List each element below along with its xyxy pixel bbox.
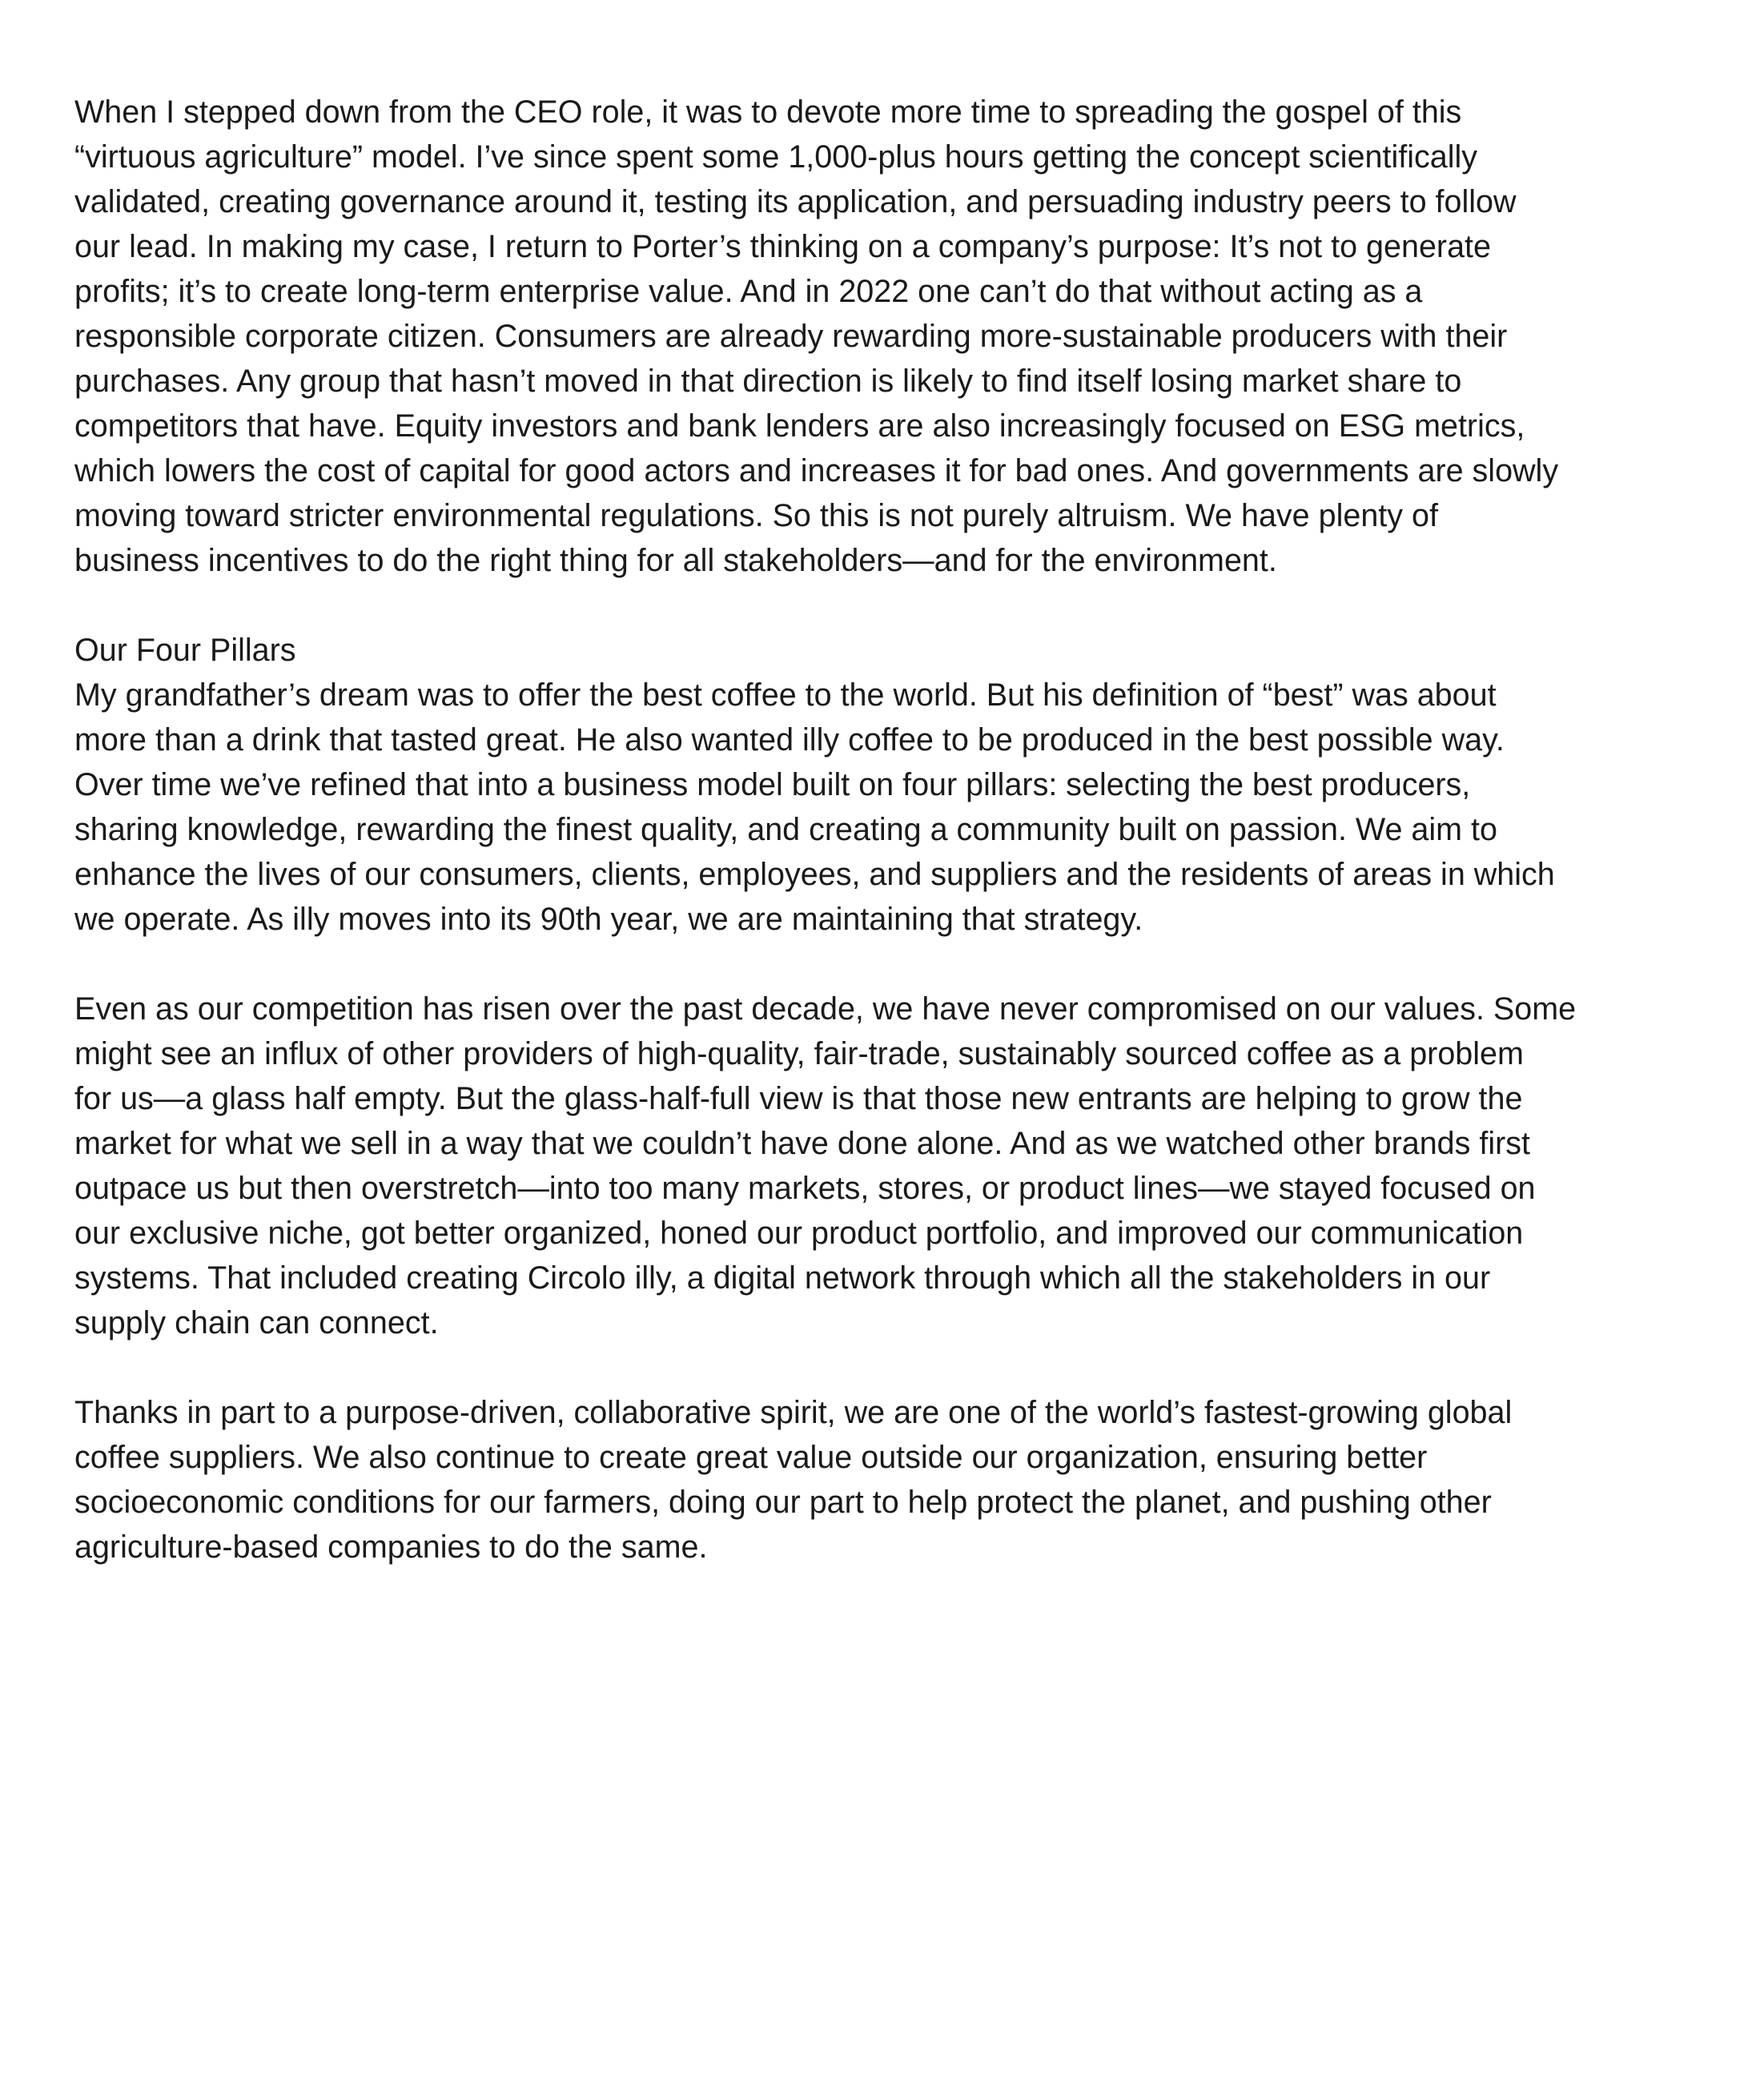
section-heading: Our Four Pillars [74, 633, 296, 668]
paragraph-competition: Even as our competition has risen over the past decade, we have never compromised on our values. Some might see an influx of other providers of high-quality, fair-trade, sustainably sourced coffee as a problem for us—a glass half empty. But the glass-half-full view is that those new entrants are helping to grow the market for what we sell in a way that we couldn’t have done alone. And as we watched other brands first outpace us but then overstretch—into too many markets, stores, or product lines—we stayed focused on our exclusive niche, got better organized, honed our product portfolio, and improved our communication systems. That included creating Circolo illy, a digital network through which all the stakeholders in our supply chain can connect. [74, 991, 1577, 1340]
paragraph-ceo-role: When I stepped down from the CEO role, it was to devote more time to spreading the gospel of this “virtuous agriculture” model. I’ve since spent some 1,000-plus hours getting the concept scientifically validated, creating governance around it, testing its application, and persuading industry peers to follow our lead. In making my case, I return to Porter’s thinking on a company’s purpose: It’s not to generate profits; it’s to create long-term enterprise value. And in 2022 one can’t do that without acting as a responsible corporate citizen. Consumers are already rewarding more-sustainable producers with their purchases. Any group that hasn’t moved in that direction is likely to find itself losing market share to competitors that have. Equity investors and bank lenders are also increasingly focused on ESG metrics, which lowers the cost of capital for good actors and increases it for bad ones. And governments are slowly moving toward stricter environmental regulations. So this is not purely altruism. We have plenty of business incentives to do the right thing for all stakeholders—and for the environment. [74, 94, 1559, 578]
paragraph-four-pillars: My grandfather’s dream was to offer the best coffee to the world. But his definition of “best” was about more than a drink that tasted great. He also wanted illy coffee to be produced in the best possible way. Over time we’ve refined that into a business model built on four pillars: selecting the best producers, sharing knowledge, rewarding the finest quality, and creating a community built on passion. We aim to enhance the lives of our consumers, clients, employees, and suppliers and the residents of areas in which we operate. As illy moves into its 90th year, we are maintaining that strategy. [74, 677, 1555, 937]
paragraph-purpose-driven: Thanks in part to a purpose-driven, collaborative spirit, we are one of the world’s fastest-growing global coffee suppliers. We also continue to create great value outside our organization, ensuring better socioeconomic conditions for our farmers, doing our part to help protect the planet, and pushing other agriculture-based companies to do the same. [74, 1395, 1513, 1565]
document-body [74, 90, 1700, 1570]
